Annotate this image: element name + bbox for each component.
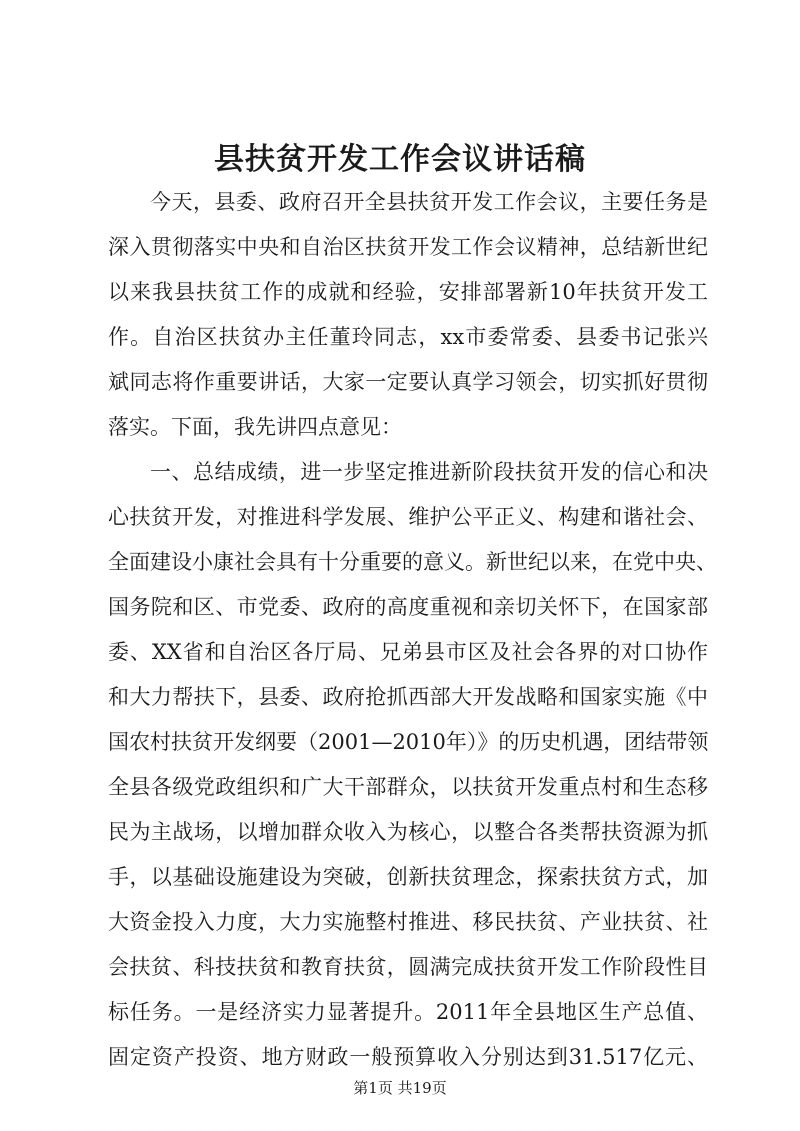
paragraph-line: 和大力帮扶下，县委、政府抢抓西部大开发战略和国家实施《中: [108, 685, 708, 709]
paragraph-line: 全面建设小康社会具有十分重要的意义。新世纪以来，在党中央、: [108, 550, 717, 574]
paragraph-line: 斌同志将作重要讲话，大家一定要认真学习领会，切实抓好贯彻: [108, 370, 708, 394]
page-number-footer: 第1页 共19页: [353, 1079, 447, 1097]
paragraph-line: 一、总结成绩，进一步坚定推进新阶段扶贫开发的信心和决: [150, 460, 708, 484]
paragraph-line: 固定资产投资、地方财政一般预算收入分别达到31.517亿元、: [108, 1045, 708, 1069]
paragraph-line: 标任务。一是经济实力显著提升。2011年全县地区生产总值、: [108, 1000, 708, 1024]
paragraph-line: 委、XX省和自治区各厅局、兄弟县市区及社会各界的对口协作: [108, 640, 708, 664]
paragraph-line: 以来我县扶贫工作的成就和经验，安排部署新10年扶贫开发工: [108, 280, 708, 304]
paragraph-line: 会扶贫、科技扶贫和教育扶贫，圆满完成扶贫开发工作阶段性目: [108, 955, 708, 979]
paragraph-line: 作。自治区扶贫办主任董玲同志，xx市委常委、县委书记张兴: [108, 325, 708, 349]
paragraph-line: 手，以基础设施建设为突破，创新扶贫理念，探索扶贫方式，加: [108, 865, 708, 889]
paragraph-line: 国务院和区、市党委、政府的高度重视和亲切关怀下，在国家部: [108, 595, 708, 619]
paragraph-line: 心扶贫开发，对推进科学发展、维护公平正义、构建和谐社会、: [108, 505, 708, 529]
paragraph-line: 全县各级党政组织和广大干部群众，以扶贫开发重点村和生态移: [108, 775, 708, 799]
document-title: 县扶贫开发工作会议讲话稿: [214, 142, 586, 177]
paragraph-line: 国农村扶贫开发纲要（2001—2010年）》的历史机遇，团结带领: [108, 730, 709, 754]
paragraph-line: 大资金投入力度，大力实施整村推进、移民扶贫、产业扶贫、社: [108, 910, 708, 934]
paragraph-line: 今天，县委、政府召开全县扶贫开发工作会议，主要任务是: [150, 190, 708, 214]
paragraph-line: 民为主战场，以增加群众收入为核心，以整合各类帮扶资源为抓: [108, 820, 708, 844]
paragraph-line: 落实。下面，我先讲四点意见：: [108, 415, 402, 439]
paragraph-line: 深入贯彻落实中央和自治区扶贫开发工作会议精神，总结新世纪: [108, 235, 708, 259]
